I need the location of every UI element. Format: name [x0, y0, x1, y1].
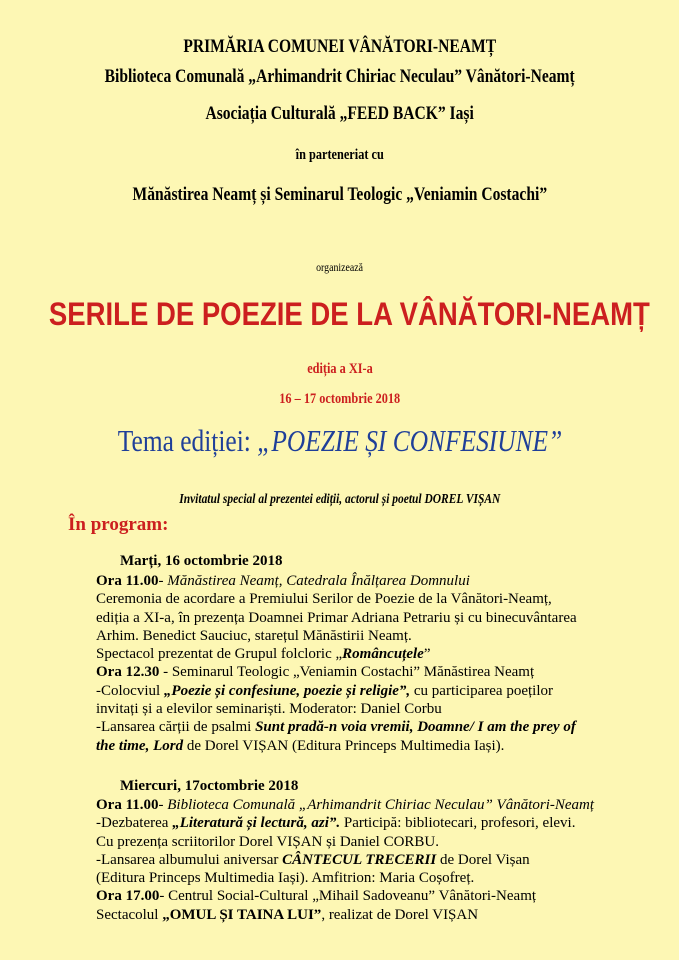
theme-prefix: Tema ediției:	[117, 423, 257, 458]
organizer-primaria-text: PRIMĂRIA COMUNEI VÂNĂTORI-NEAMȚ	[183, 36, 496, 57]
day2-event2-line1-a: Sectacolul	[96, 906, 163, 923]
day1-event2-place: - Seminarul Teologic „Veniamin Costachi” Mănăstirea Neamț	[159, 664, 535, 681]
day1-event1-line4-b: Româncuțele	[342, 646, 424, 663]
day1-event1-line4	[96, 645, 666, 663]
guest-line	[0, 492, 679, 508]
day2-event2-header	[96, 887, 666, 905]
dates-text: 16 – 17 octombrie 2018	[279, 391, 400, 407]
day1-event1-line2: ediția a XI-a, în prezența Doamnei Primar Adriana Petrariu și cu binecuvântarea	[96, 609, 577, 626]
day1-block	[96, 572, 666, 755]
organizer-line-asociatia	[0, 103, 679, 125]
event-title	[0, 296, 679, 333]
day1-event2-line4-b: de Dorel VIȘAN (Editura Princeps Multimedia Iași).	[183, 737, 505, 754]
day2-event1-line1-a: -Dezbaterea	[96, 815, 173, 832]
day2-event1-line1-b: „Literatură și lectură, azi”.	[172, 815, 341, 832]
day1-event1-line4-a: Spectacol prezentat de Grupul folcloric „	[96, 646, 343, 663]
organizer-line-primaria	[0, 36, 679, 58]
edition-line	[0, 361, 679, 378]
day2-event1-line1-c: Participă: bibliotecari, profesori, elevi.	[340, 815, 576, 832]
day1-event2-line3-a: -Lansarea cărții de psalmi	[96, 719, 256, 736]
day1-event1-place: - Mănăstirea Neamț, Catedrala Înălțarea Domnului	[158, 573, 470, 589]
theme-value: „POEZIE ȘI CONFESIUNE”	[256, 423, 562, 458]
day1-event2-time: Ora 12.30	[96, 664, 160, 681]
day1-event2-line1-c: cu participarea poeților	[410, 682, 553, 699]
day2-event1-line3-a: -Lansarea albumului aniversar	[96, 851, 283, 868]
day1-event2-line3-b: Sunt pradă-n voia vremii, Doamne/ I am the prey of	[255, 719, 576, 736]
day1-event1-line1: Ceremonia de acordare a Premiului Serilor de Poezie de la Vânători-Neamț,	[96, 591, 552, 608]
day1-event2-line4-a: the time, Lord	[96, 737, 184, 754]
day1-event1-time: Ora 11.00	[96, 573, 159, 589]
theme-text	[117, 423, 561, 459]
edition-text: ediția a XI-a	[306, 361, 373, 377]
day2-event2-line1	[96, 906, 666, 924]
day1-event1-header	[96, 572, 666, 590]
day1-event2-header	[96, 663, 666, 681]
day2-date: Miercuri, 17octombrie 2018	[120, 778, 299, 794]
day2-event1-place: - Biblioteca Comunală „Arhimandrit Chiriac Neculau” Vânători-Neamț	[158, 797, 595, 813]
day2-event1-line4: (Editura Princeps Multimedia Iași). Amfitrion: Maria Coșofreț.	[96, 870, 475, 887]
day2-block	[96, 796, 666, 924]
organizes-line	[0, 260, 679, 275]
partnership-line	[0, 147, 679, 164]
day2-event2-time: Ora 17.00	[96, 888, 160, 905]
partnership-text: în parteneriat cu	[295, 147, 384, 163]
organizer-line-biblioteca	[0, 66, 679, 88]
day1-event1-line4-c: ”	[423, 646, 431, 663]
day2-event1-line2: Cu prezența scriitorilor Dorel VIȘAN și Daniel CORBU.	[96, 833, 440, 850]
day2-event1-line1	[96, 814, 666, 832]
day1-event2-line1-a: -Colocviul	[96, 682, 164, 699]
organizes-text: organizează	[316, 260, 363, 274]
day1-event2-line1-b: „Poezie și confesiune, poezie și religie”,	[163, 682, 411, 699]
day2-event1-line3-c: de Dorel Vișan	[436, 851, 530, 868]
guest-text: Invitatul special al prezentei ediții, actorul și poetul DOREL VIȘAN	[178, 492, 501, 507]
program-heading: În program:	[68, 514, 169, 535]
partner-line	[0, 184, 679, 206]
day1-event1-line3: Arhim. Benedict Sauciuc, starețul Mănăstirii Neamț.	[96, 627, 412, 644]
dates-line	[0, 391, 679, 408]
day2-event2-line1-b: „OMUL ȘI TAINA LUI”	[162, 906, 322, 923]
day2-event2-place: - Centrul Social-Cultural „Mihail Sadoveanu” Vânători-Neamț	[159, 888, 537, 905]
day2-event1-header	[96, 796, 666, 814]
day1-event2-line4	[96, 737, 666, 755]
organizer-biblioteca-text: Biblioteca Comunală „Arhimandrit Chiriac Neculau” Vânători-Neamț	[104, 66, 575, 87]
day1-event2-line3	[96, 718, 666, 736]
theme-line	[0, 423, 679, 459]
day2-event1-time: Ora 11.00	[96, 797, 159, 813]
day2-event2-line1-c: , realizat de Dorel VIȘAN	[321, 906, 479, 923]
day2-event1-line3-b: CÂNTECUL TRECERII	[282, 851, 437, 868]
event-title-text: SERILE DE POEZIE DE LA VÂNĂTORI-NEAMȚ	[48, 296, 650, 332]
organizer-asociatia-text: Asociația Culturală „FEED BACK” Iași	[205, 103, 474, 124]
day1-event2-line1	[96, 682, 666, 700]
day1-date: Marți, 16 octombrie 2018	[120, 553, 283, 569]
day2-event1-line3	[96, 851, 666, 869]
day1-event2-line2: invitați și a elevilor seminariști. Moderator: Daniel Corbu	[96, 701, 442, 718]
partner-text: Mănăstirea Neamț și Seminarul Teologic „Veniamin Costachi”	[132, 184, 547, 205]
